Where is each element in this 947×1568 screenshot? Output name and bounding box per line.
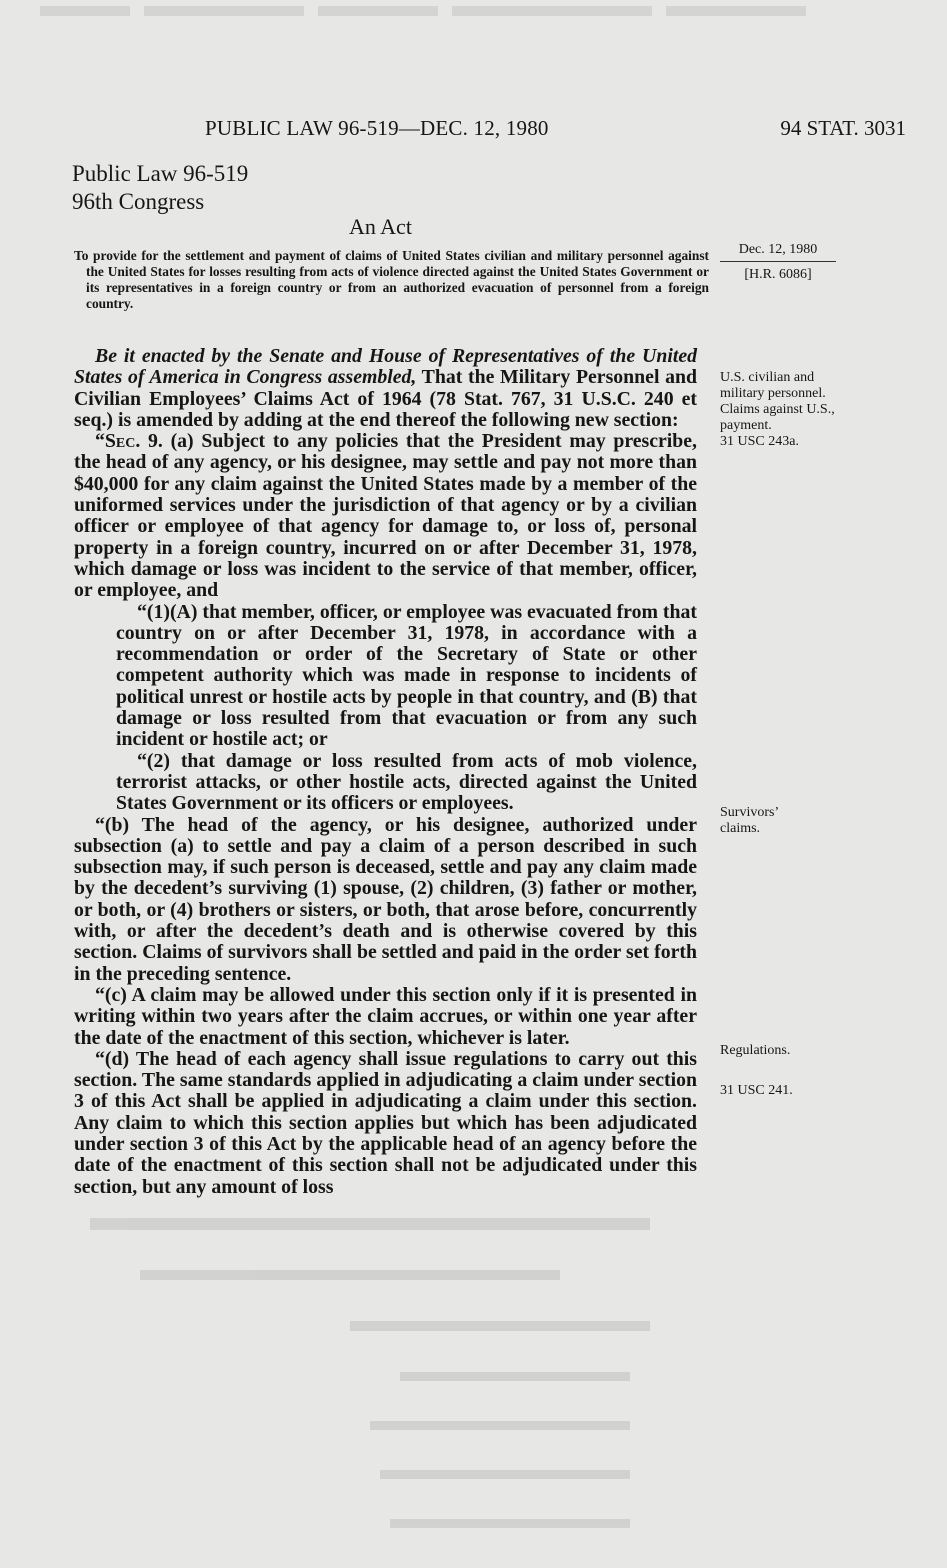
act-heading: An Act [349, 214, 412, 239]
margin-note-survivors: Survivors’ claims. [720, 805, 779, 836]
subparagraph-2: “(2) that damage or loss resulted from acts of mob violence, terrorist attacks, or other hostile acts, directed against the United States Government or its officers or employees. [116, 749, 697, 815]
margin-payment-cite: 31 USC 243a. [720, 434, 799, 449]
statute-body [74, 346, 697, 1198]
enacting-clause [74, 346, 697, 431]
margin-date: Dec. 12, 1980 [720, 242, 836, 262]
sec-label-prefix: “S [95, 430, 116, 453]
law-number: Public Law 96-519 [72, 161, 249, 186]
section-9d: “(d) The head of each agency shall issue regulations to carry out this section. The same standards applied in adjudicating a claim under section 3 of this Act shall be applied in adjudicating a claim under this section. Any claim to which this section applies but which has been adjudicated under section 3 of this Act by the applicable head of an agency before the date of the enactment of this section shall not be adjudicated under this section, but any amount of loss [74, 1047, 697, 1198]
section-9c: “(c) A claim may be allowed under this section only if it is presented in writing within two years after the claim accrues, or within one year after the date of the enactment of this section, whichever is later. [74, 983, 697, 1049]
bleed-through-footer [70, 1184, 650, 1568]
margin-payment-text: U.S. civilian and military personnel. Claims against U.S., payment. [720, 370, 835, 433]
bleed-through-top [40, 2, 900, 22]
long-title: To provide for the settlement and payment of claims of United States civilian and military personnel against the United States for losses resulting from acts of violence directed against the United States Government or its representatives in a foreign country or from an authorized evacuation of personnel from a foreign country. [74, 248, 709, 311]
margin-bill-number: [H.R. 6086] [744, 267, 812, 282]
margin-note-payment [720, 370, 848, 450]
enacting-text: That the Military Personnel and Civilian Employees’ Claims Act of 1964 (78 Stat. 767, 31 U.S.C. 240 et seq.) is amended by adding at the end thereof the following new section: [74, 366, 697, 431]
sec-label-smallcaps: ec [115, 430, 136, 453]
congress-number: 96th Congress [72, 189, 205, 214]
subparagraph-1: “(1)(A) that member, officer, or employee was evacuated from that country on or after December 31, 1978, in accordance with a recommendation or order of the Secretary of State or other competent authority which was made in response to incidents of political unrest or hostile acts by people in that country, and (B) that damage or loss resulted from that evacuation or from any such incident or hostile act; or [116, 600, 697, 751]
section-9b: “(b) The head of the agency, or his designee, authorized under subsection (a) to settle and pay a claim of a person described in such subsection may, if such person is deceased, settle and pay any claim made by the decedent’s surviving (1) spouse, (2) children, (3) father or mother, or both, or (4) brothers or sisters, or both, that arose before, concurrently with, or after the decedent’s death and is otherwise covered by this section. Claims of survivors shall be settled and paid in the order set forth in the preceding sentence. [74, 813, 697, 985]
running-header-stat: 94 STAT. 3031 [780, 116, 906, 140]
margin-note-regulations: Regulations. [720, 1043, 791, 1058]
section-9a [74, 431, 697, 601]
running-header-title: PUBLIC LAW 96-519—DEC. 12, 1980 [205, 116, 549, 140]
section-9a-text: . 9. (a) Subject to any policies that the President may prescribe, the head of any agency, or his designee, may settle and pay not more than $40,000 for any claim against the United States made by a member of the uniformed services under the jurisdiction of that agency or by a civilian officer or employee of that agency for damage to, or loss of, personal property in a foreign country, incurred on or after December 31, 1978, which damage or loss was incident to the service of that member, officer, or employee, and [74, 430, 697, 602]
enacting-formula: Be it enacted by the Senate and House of Representatives of the United States of America in Congress assembled, [74, 345, 697, 389]
margin-date-note [720, 242, 836, 283]
margin-note-reg-cite: 31 USC 241. [720, 1083, 793, 1098]
law-identifier [72, 160, 248, 216]
